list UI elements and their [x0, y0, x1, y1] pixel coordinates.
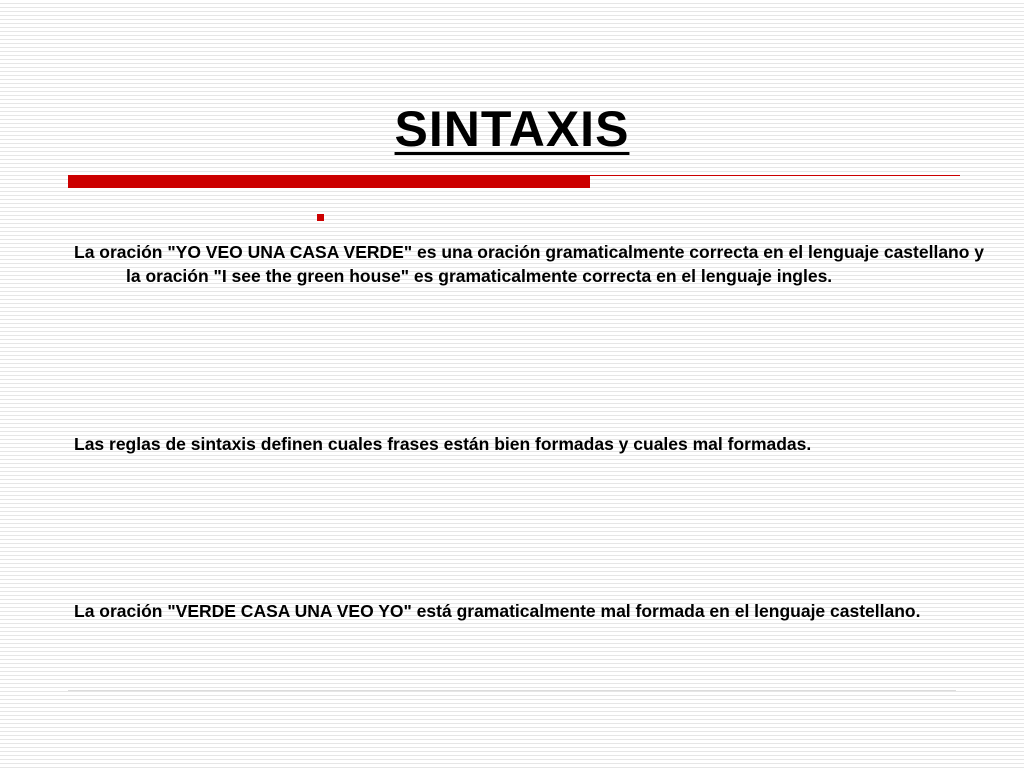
paragraph-correct-sentence: La oración "YO VEO UNA CASA VERDE" es una oración gramaticalmente correcta en el lenguaje castellano y la oración "I see the green house" es gramaticalmente correcta en el lenguaje ingles. — [74, 242, 985, 286]
footer-divider — [68, 690, 956, 691]
square-bullet-icon — [317, 214, 324, 221]
title-accent-bar — [68, 175, 590, 188]
paragraph-syntax-rules: Las reglas de sintaxis definen cuales frases están bien formadas y cuales mal formadas. — [74, 434, 812, 454]
paragraph-malformed-sentence: La oración "VERDE CASA UNA VEO YO" está gramaticalmente mal formada en el lenguaje castellano. — [74, 601, 921, 621]
title-accent-line — [590, 175, 960, 176]
slide-title: SINTAXIS — [394, 101, 630, 157]
